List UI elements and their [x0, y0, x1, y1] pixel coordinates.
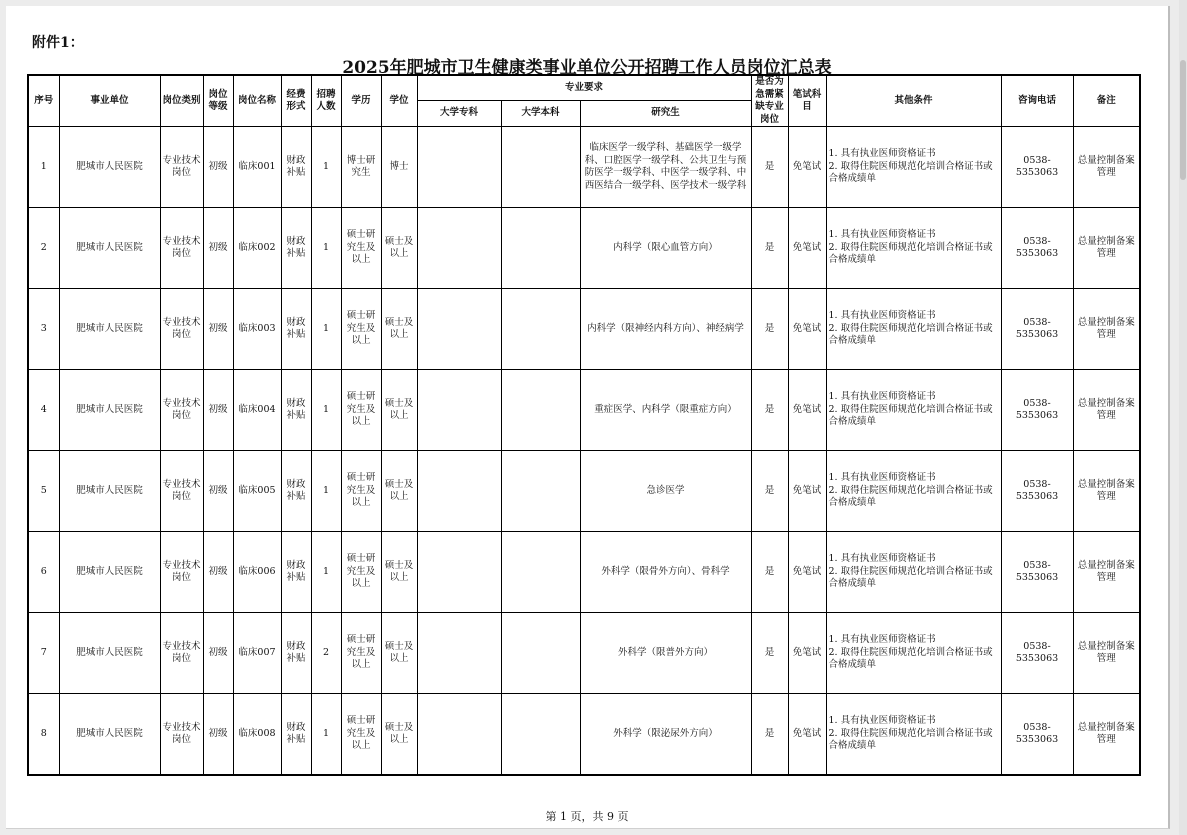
document-page — [6, 6, 1170, 829]
cell-education: 硕士研究生及以上 — [341, 613, 381, 694]
cell-post-name: 临床007 — [233, 613, 281, 694]
table-row — [28, 451, 1140, 532]
cell-other: 1. 具有执业医师资格证书 2. 取得住院医师规范化培训合格证书或合格成绩单 — [826, 532, 1001, 613]
cell-degree: 博士 — [381, 127, 417, 208]
cell-unit: 肥城市人民医院 — [59, 208, 160, 289]
cell-major-graduate: 临床医学一级学科、基础医学一级学科、口腔医学一级学科、公共卫生与预防医学一级学科、中医学一级学科、中西医结合一级学科、医学技术一级学科 — [580, 127, 751, 208]
cell-seq: 3 — [28, 289, 59, 370]
cell-urgent: 是 — [751, 289, 788, 370]
cell-count: 1 — [311, 451, 341, 532]
positions-table — [27, 74, 1141, 776]
cell-category: 专业技术岗位 — [160, 451, 203, 532]
cell-major-college — [417, 208, 501, 289]
cell-level: 初级 — [203, 370, 233, 451]
cell-major-bachelor — [501, 370, 580, 451]
cell-category: 专业技术岗位 — [160, 370, 203, 451]
header-exam: 笔试科目 — [788, 75, 826, 127]
cell-major-college — [417, 694, 501, 776]
cell-remark: 总量控制备案管理 — [1073, 532, 1140, 613]
cell-phone: 0538-5353063 — [1001, 694, 1073, 776]
scrollbar-thumb[interactable] — [1180, 60, 1186, 180]
cell-urgent: 是 — [751, 613, 788, 694]
cell-urgent: 是 — [751, 127, 788, 208]
header-phone: 咨询电话 — [1001, 75, 1073, 127]
header-funding: 经费形式 — [281, 75, 311, 127]
attachment-label: 附件1： — [32, 35, 84, 51]
header-post-name: 岗位名称 — [233, 75, 281, 127]
table-row — [28, 532, 1140, 613]
cell-urgent: 是 — [751, 451, 788, 532]
cell-phone: 0538-5353063 — [1001, 370, 1073, 451]
table-row — [28, 370, 1140, 451]
cell-degree: 硕士及以上 — [381, 451, 417, 532]
cell-major-graduate: 内科学（限神经内科方向）、神经病学 — [580, 289, 751, 370]
cell-unit: 肥城市人民医院 — [59, 127, 160, 208]
cell-phone: 0538-5353063 — [1001, 127, 1073, 208]
cell-urgent: 是 — [751, 532, 788, 613]
cell-major-bachelor — [501, 289, 580, 370]
cell-seq: 7 — [28, 613, 59, 694]
cell-major-college — [417, 451, 501, 532]
cell-major-graduate: 重症医学、内科学（限重症方向） — [580, 370, 751, 451]
cell-remark: 总量控制备案管理 — [1073, 127, 1140, 208]
cell-major-graduate: 外科学（限普外方向） — [580, 613, 751, 694]
cell-other: 1. 具有执业医师资格证书 2. 取得住院医师规范化培训合格证书或合格成绩单 — [826, 208, 1001, 289]
cell-exam: 免笔试 — [788, 289, 826, 370]
cell-post-name: 临床002 — [233, 208, 281, 289]
cell-post-name: 临床001 — [233, 127, 281, 208]
header-urgent: 是否为急需紧缺专业岗位 — [751, 75, 788, 127]
cell-seq: 8 — [28, 694, 59, 776]
cell-phone: 0538-5353063 — [1001, 532, 1073, 613]
cell-seq: 5 — [28, 451, 59, 532]
cell-unit: 肥城市人民医院 — [59, 613, 160, 694]
cell-count: 1 — [311, 289, 341, 370]
header-category: 岗位类别 — [160, 75, 203, 127]
header-major-bachelor: 大学本科 — [501, 100, 580, 126]
cell-exam: 免笔试 — [788, 208, 826, 289]
cell-education: 硕士研究生及以上 — [341, 289, 381, 370]
cell-major-college — [417, 127, 501, 208]
cell-degree: 硕士及以上 — [381, 532, 417, 613]
table-header-row — [28, 75, 1140, 100]
cell-major-bachelor — [501, 532, 580, 613]
page-title: 2025年肥城市卫生健康类事业单位公开招聘工作人员岗位汇总表 — [342, 58, 832, 78]
cell-education: 硕士研究生及以上 — [341, 694, 381, 776]
cell-remark: 总量控制备案管理 — [1073, 613, 1140, 694]
header-major-group: 专业要求 — [417, 75, 751, 100]
cell-other: 1. 具有执业医师资格证书 2. 取得住院医师规范化培训合格证书或合格成绩单 — [826, 451, 1001, 532]
cell-other: 1. 具有执业医师资格证书 2. 取得住院医师规范化培训合格证书或合格成绩单 — [826, 127, 1001, 208]
table-row — [28, 613, 1140, 694]
header-education: 学历 — [341, 75, 381, 127]
cell-unit: 肥城市人民医院 — [59, 532, 160, 613]
cell-urgent: 是 — [751, 208, 788, 289]
cell-degree: 硕士及以上 — [381, 208, 417, 289]
cell-major-bachelor — [501, 451, 580, 532]
cell-category: 专业技术岗位 — [160, 694, 203, 776]
table-row — [28, 694, 1140, 776]
cell-major-graduate: 急诊医学 — [580, 451, 751, 532]
cell-post-name: 临床003 — [233, 289, 281, 370]
vertical-scrollbar[interactable] — [1179, 0, 1187, 835]
cell-phone: 0538-5353063 — [1001, 208, 1073, 289]
cell-urgent: 是 — [751, 370, 788, 451]
cell-unit: 肥城市人民医院 — [59, 370, 160, 451]
cell-education: 硕士研究生及以上 — [341, 208, 381, 289]
cell-post-name: 临床004 — [233, 370, 281, 451]
cell-degree: 硕士及以上 — [381, 370, 417, 451]
cell-exam: 免笔试 — [788, 694, 826, 776]
cell-degree: 硕士及以上 — [381, 289, 417, 370]
cell-exam: 免笔试 — [788, 451, 826, 532]
cell-category: 专业技术岗位 — [160, 127, 203, 208]
cell-seq: 4 — [28, 370, 59, 451]
cell-level: 初级 — [203, 208, 233, 289]
cell-major-college — [417, 532, 501, 613]
cell-major-bachelor — [501, 613, 580, 694]
cell-post-name: 临床008 — [233, 694, 281, 776]
cell-phone: 0538-5353063 — [1001, 289, 1073, 370]
cell-funding: 财政补贴 — [281, 127, 311, 208]
cell-other: 1. 具有执业医师资格证书 2. 取得住院医师规范化培训合格证书或合格成绩单 — [826, 289, 1001, 370]
cell-exam: 免笔试 — [788, 127, 826, 208]
header-other: 其他条件 — [826, 75, 1001, 127]
cell-exam: 免笔试 — [788, 532, 826, 613]
cell-education: 硕士研究生及以上 — [341, 451, 381, 532]
cell-seq: 2 — [28, 208, 59, 289]
cell-unit: 肥城市人民医院 — [59, 289, 160, 370]
cell-level: 初级 — [203, 451, 233, 532]
cell-seq: 6 — [28, 532, 59, 613]
cell-remark: 总量控制备案管理 — [1073, 451, 1140, 532]
cell-education: 硕士研究生及以上 — [341, 370, 381, 451]
table-row — [28, 127, 1140, 208]
cell-count: 1 — [311, 532, 341, 613]
cell-funding: 财政补贴 — [281, 208, 311, 289]
cell-funding: 财政补贴 — [281, 289, 311, 370]
header-degree: 学位 — [381, 75, 417, 127]
cell-count: 1 — [311, 208, 341, 289]
cell-major-bachelor — [501, 694, 580, 776]
cell-remark: 总量控制备案管理 — [1073, 289, 1140, 370]
cell-major-graduate: 外科学（限骨外方向）、骨科学 — [580, 532, 751, 613]
cell-major-college — [417, 613, 501, 694]
cell-phone: 0538-5353063 — [1001, 451, 1073, 532]
cell-exam: 免笔试 — [788, 613, 826, 694]
cell-major-graduate: 外科学（限泌尿外方向） — [580, 694, 751, 776]
cell-other: 1. 具有执业医师资格证书 2. 取得住院医师规范化培训合格证书或合格成绩单 — [826, 613, 1001, 694]
page-footer: 第 1 页，共 9 页 — [545, 810, 629, 823]
header-level: 岗位等级 — [203, 75, 233, 127]
cell-phone: 0538-5353063 — [1001, 613, 1073, 694]
cell-education: 硕士研究生及以上 — [341, 532, 381, 613]
cell-remark: 总量控制备案管理 — [1073, 694, 1140, 776]
cell-remark: 总量控制备案管理 — [1073, 370, 1140, 451]
cell-level: 初级 — [203, 127, 233, 208]
header-count: 招聘人数 — [311, 75, 341, 127]
cell-category: 专业技术岗位 — [160, 289, 203, 370]
cell-funding: 财政补贴 — [281, 532, 311, 613]
cell-count: 2 — [311, 613, 341, 694]
cell-count: 1 — [311, 127, 341, 208]
cell-level: 初级 — [203, 694, 233, 776]
cell-seq: 1 — [28, 127, 59, 208]
cell-funding: 财政补贴 — [281, 370, 311, 451]
cell-post-name: 临床005 — [233, 451, 281, 532]
cell-major-graduate: 内科学（限心血管方向） — [580, 208, 751, 289]
cell-level: 初级 — [203, 532, 233, 613]
table-row — [28, 289, 1140, 370]
cell-category: 专业技术岗位 — [160, 208, 203, 289]
header-seq: 序号 — [28, 75, 59, 127]
header-unit: 事业单位 — [59, 75, 160, 127]
cell-major-college — [417, 370, 501, 451]
cell-exam: 免笔试 — [788, 370, 826, 451]
cell-count: 1 — [311, 370, 341, 451]
table-body — [28, 127, 1140, 776]
cell-degree: 硕士及以上 — [381, 613, 417, 694]
cell-major-bachelor — [501, 127, 580, 208]
cell-education: 博士研究生 — [341, 127, 381, 208]
cell-major-bachelor — [501, 208, 580, 289]
cell-degree: 硕士及以上 — [381, 694, 417, 776]
header-remark: 备注 — [1073, 75, 1140, 127]
cell-level: 初级 — [203, 289, 233, 370]
cell-funding: 财政补贴 — [281, 451, 311, 532]
cell-count: 1 — [311, 694, 341, 776]
cell-unit: 肥城市人民医院 — [59, 451, 160, 532]
header-major-college: 大学专科 — [417, 100, 501, 126]
cell-other: 1. 具有执业医师资格证书 2. 取得住院医师规范化培训合格证书或合格成绩单 — [826, 694, 1001, 776]
table-row — [28, 208, 1140, 289]
cell-funding: 财政补贴 — [281, 694, 311, 776]
cell-remark: 总量控制备案管理 — [1073, 208, 1140, 289]
cell-category: 专业技术岗位 — [160, 613, 203, 694]
cell-funding: 财政补贴 — [281, 613, 311, 694]
header-major-graduate: 研究生 — [580, 100, 751, 126]
cell-post-name: 临床006 — [233, 532, 281, 613]
cell-urgent: 是 — [751, 694, 788, 776]
cell-other: 1. 具有执业医师资格证书 2. 取得住院医师规范化培训合格证书或合格成绩单 — [826, 370, 1001, 451]
cell-major-college — [417, 289, 501, 370]
cell-category: 专业技术岗位 — [160, 532, 203, 613]
cell-level: 初级 — [203, 613, 233, 694]
cell-unit: 肥城市人民医院 — [59, 694, 160, 776]
